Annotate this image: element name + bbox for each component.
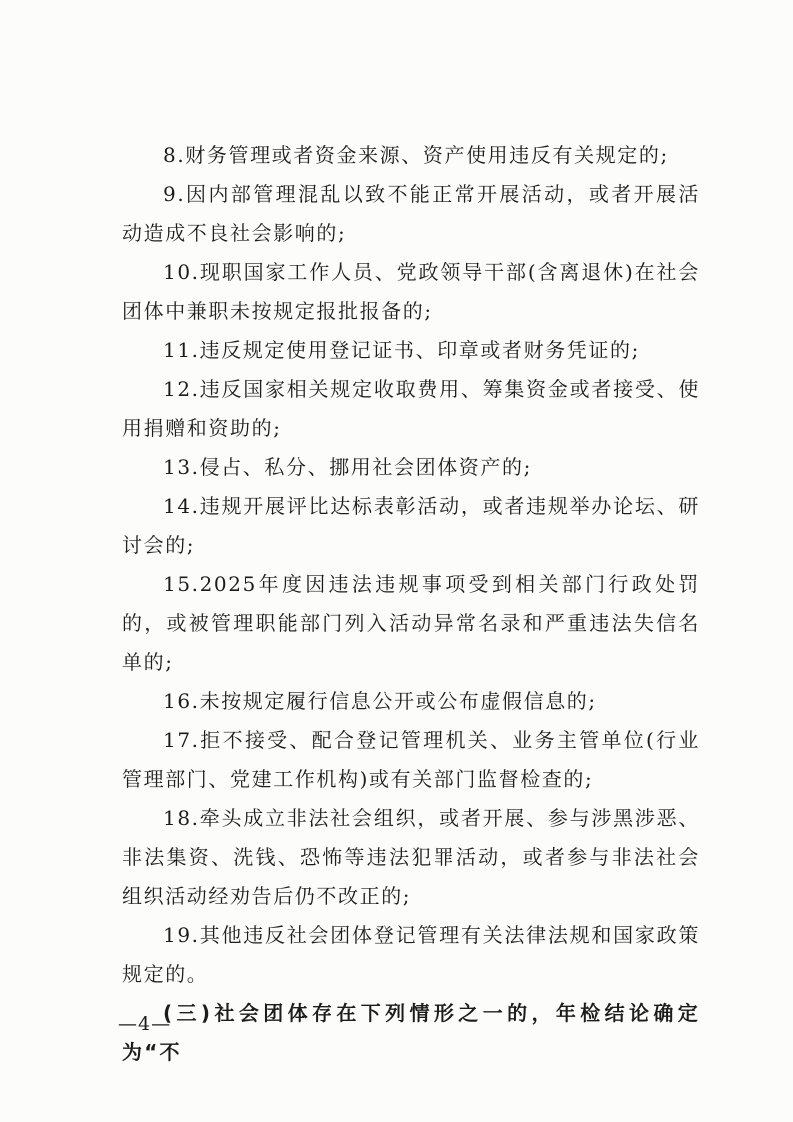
page-number: —4— <box>118 1013 172 1035</box>
body-text <box>122 136 700 1072</box>
paragraph-item-9: 9.因内部管理混乱以致不能正常开展活动，或者开展活动造成不良社会影响的; <box>122 182 700 245</box>
paragraph-item-19: 19.其他违反社会团体登记管理有关法律法规和国家政策规定的。 <box>122 923 700 986</box>
paragraph-item-12: 12.违反国家相关规定收取费用、筹集资金或者接受、使用捐赠和资助的; <box>122 377 700 440</box>
paragraph-item-13: 13.侵占、私分、挪用社会团体资产的; <box>163 455 532 479</box>
paragraph-item-17: 17.拒不接受、配合登记管理机关、业务主管单位(行业管理部门、党建工作机构)或有关部门监督检查的; <box>122 728 700 791</box>
paragraph-item-15: 15.2025年度因违法违规事项受到相关部门行政处罚的，或被管理职能部门列入活动异常名录和严重违法失信名单的; <box>122 572 700 674</box>
paragraph-item-14: 14.违规开展评比达标表彰活动，或者违规举办论坛、研讨会的; <box>122 494 700 557</box>
paragraph-item-18: 18.牵头成立非法社会组织，或者开展、参与涉黑涉恶、非法集资、洗钱、恐怖等违法犯罪活动，或者参与非法社会组织活动经劝告后仍不改正的; <box>122 806 700 908</box>
paragraph-item-8: 8.财务管理或者资金来源、资产使用违反有关规定的; <box>163 143 669 167</box>
section-heading-3: (三)社会团体存在下列情形之一的，年检结论确定为“不 <box>122 1001 700 1064</box>
paragraph-item-16: 16.未按规定履行信息公开或公布虚假信息的; <box>163 689 597 713</box>
paragraph-item-10: 10.现职国家工作人员、党政领导干部(含离退休)在社会团体中兼职未按规定报批报备的; <box>122 260 700 323</box>
paragraph-item-11: 11.违反规定使用登记证书、印章或者财务凭证的; <box>163 338 640 362</box>
